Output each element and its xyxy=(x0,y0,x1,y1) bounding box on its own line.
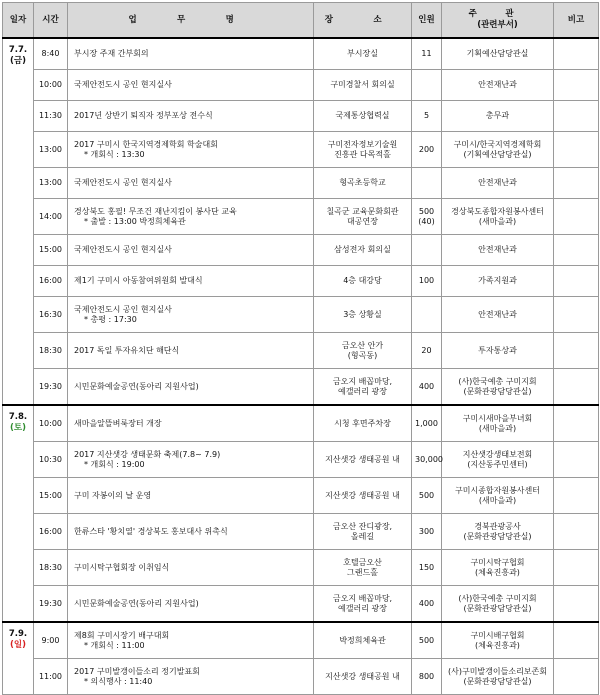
cell-line: 국제통상협력실 xyxy=(335,111,390,120)
cell-line: (문화관광담당관실) xyxy=(463,603,532,613)
cell-line: (새마을과) xyxy=(478,423,517,433)
header-note: 비고 xyxy=(554,3,599,39)
count-cell xyxy=(412,586,442,623)
date-label: 7.9. xyxy=(8,629,28,639)
note-cell xyxy=(554,199,599,235)
header-host-title: 주 관 xyxy=(468,9,527,20)
task-cell xyxy=(68,586,314,623)
place-cell xyxy=(314,199,412,235)
time-cell: 13:00 xyxy=(34,168,68,199)
cell-line: 안전재난과 xyxy=(478,80,517,89)
schedule-row xyxy=(3,442,599,478)
schedule-row xyxy=(3,38,599,70)
time-cell: 8:40 xyxy=(34,38,68,70)
count-cell xyxy=(412,70,442,101)
task-cell xyxy=(68,333,314,369)
time-cell: 10:00 xyxy=(34,70,68,101)
place-cell xyxy=(314,478,412,514)
time-cell: 10:30 xyxy=(34,442,68,478)
cell-line: (기획예산담당관실) xyxy=(463,149,532,159)
cell-line: 금오지 배꼽마당, xyxy=(332,593,393,603)
place-cell xyxy=(314,266,412,297)
host-cell xyxy=(442,235,554,266)
count-cell xyxy=(412,514,442,550)
note-cell xyxy=(554,235,599,266)
cell-line: 안전재난과 xyxy=(478,178,517,187)
task-cell xyxy=(68,405,314,442)
cell-line: 구미경찰서 회의실 xyxy=(330,80,395,89)
task-cell xyxy=(68,369,314,406)
place-cell xyxy=(314,297,412,333)
cell-line: 부시장 주재 간부회의 xyxy=(74,49,149,58)
cell-line: 30,000 xyxy=(415,454,443,464)
cell-line: 구미시/한국지역경제학회 xyxy=(453,139,542,149)
time-cell: 15:00 xyxy=(34,478,68,514)
cell-line: 2017 독일 투자유치단 해단식 xyxy=(74,345,180,355)
place-cell xyxy=(314,333,412,369)
cell-line: 구미시종합자원봉사센터 xyxy=(454,485,540,495)
cell-line: 올레길 xyxy=(350,531,375,541)
place-cell xyxy=(314,514,412,550)
date-cell xyxy=(3,38,34,405)
cell-line: 지산샛강 생태공원 내 xyxy=(325,454,400,464)
cell-line: 구미시새마을부녀회 xyxy=(462,413,533,423)
time-cell: 13:00 xyxy=(34,132,68,168)
cell-line: 대공연장 xyxy=(347,216,378,226)
header-place: 장 소 xyxy=(314,3,412,39)
place-cell xyxy=(314,405,412,442)
cell-line: (새마을과) xyxy=(478,216,517,226)
cell-line: * 개회식 : 19:00 xyxy=(84,459,145,469)
task-cell xyxy=(68,297,314,333)
note-cell xyxy=(554,333,599,369)
schedule-row xyxy=(3,297,599,333)
cell-line: 2017 지산샛강 생태문화 축제(7.8~ 7.9) xyxy=(74,449,221,459)
count-cell xyxy=(412,38,442,70)
time-cell: 19:30 xyxy=(34,369,68,406)
note-cell xyxy=(554,70,599,101)
task-cell xyxy=(68,70,314,101)
header-date: 일자 xyxy=(3,3,34,39)
schedule-row xyxy=(3,333,599,369)
cell-line: 기획예산담당관실 xyxy=(466,49,529,58)
host-cell xyxy=(442,405,554,442)
cell-line: 800 xyxy=(418,671,435,681)
cell-line: 그랜드홀 xyxy=(347,567,378,577)
time-cell: 10:00 xyxy=(34,405,68,442)
cell-line: 경북관광공사 xyxy=(474,521,521,531)
time-cell: 16:30 xyxy=(34,297,68,333)
note-cell xyxy=(554,369,599,406)
cell-line: 경상북도종합자원봉사센터 xyxy=(451,206,544,216)
task-cell xyxy=(68,266,314,297)
cell-line: 경상북도 홍필! 무조건 재난지킴이 봉사단 교육 xyxy=(74,206,237,216)
cell-line: 국제안전도시 공인 현지실사 xyxy=(74,178,172,187)
weekday-label: (금) xyxy=(10,55,26,66)
host-cell xyxy=(442,38,554,70)
cell-line: 150 xyxy=(418,562,435,572)
count-cell xyxy=(412,101,442,132)
schedule-row xyxy=(3,168,599,199)
time-cell: 18:30 xyxy=(34,333,68,369)
cell-line: 5 xyxy=(423,111,430,120)
time-cell: 15:00 xyxy=(34,235,68,266)
host-cell xyxy=(442,132,554,168)
place-cell xyxy=(314,101,412,132)
cell-line: 제8회 구미시장기 배구대회 xyxy=(74,630,170,640)
schedule-body xyxy=(3,38,599,695)
cell-line: (새마을과) xyxy=(478,495,517,505)
note-cell xyxy=(554,622,599,659)
cell-line: 안전재난과 xyxy=(478,245,517,254)
cell-line: 국제안전도시 공인 현지실사 xyxy=(74,80,172,89)
cell-line: * 의식행사 : 11:40 xyxy=(84,676,153,686)
cell-line: 진흥관 다목적홀 xyxy=(334,149,391,159)
task-cell xyxy=(68,101,314,132)
task-cell xyxy=(68,168,314,199)
cell-line: 국제안전도시 공인 현지실사 xyxy=(74,245,172,254)
count-cell xyxy=(412,168,442,199)
cell-line: 지산샛강 생태공원 내 xyxy=(325,490,400,500)
cell-line: (40) xyxy=(418,216,435,226)
cell-line: 200 xyxy=(418,144,435,154)
schedule-sheet xyxy=(2,2,598,695)
cell-line: 제1기 구미시 아동참여위원회 발대식 xyxy=(74,276,203,285)
cell-line: 한류스타 '황치열' 경상북도 홍보대사 위촉식 xyxy=(74,526,228,536)
cell-line: 500 xyxy=(418,490,435,500)
host-cell xyxy=(442,514,554,550)
task-cell xyxy=(68,235,314,266)
host-cell xyxy=(442,369,554,406)
cell-line: 국제안전도시 공인 현지실사 xyxy=(74,304,172,314)
schedule-row xyxy=(3,622,599,659)
cell-line: (체육진흥과) xyxy=(475,567,520,577)
header-row xyxy=(3,3,599,39)
cell-line: (지산동주민센터) xyxy=(467,459,528,469)
schedule-row xyxy=(3,514,599,550)
host-cell xyxy=(442,297,554,333)
cell-line: (사)구미발갱이들소리보존회 xyxy=(448,666,547,676)
cell-line: 100 xyxy=(418,276,435,285)
count-cell xyxy=(412,442,442,478)
count-cell xyxy=(412,622,442,659)
count-cell xyxy=(412,235,442,266)
count-cell xyxy=(412,266,442,297)
cell-line: 400 xyxy=(418,598,435,608)
count-cell xyxy=(412,199,442,235)
note-cell xyxy=(554,514,599,550)
task-cell xyxy=(68,514,314,550)
count-cell xyxy=(412,369,442,406)
cell-line: 2017 구미시 한국지역경제학회 학술대회 xyxy=(74,139,218,149)
schedule-row xyxy=(3,101,599,132)
time-cell: 11:30 xyxy=(34,101,68,132)
cell-line: 지산샛강 생태공원 내 xyxy=(325,671,400,681)
cell-line: 11 xyxy=(421,49,432,58)
host-cell xyxy=(442,333,554,369)
note-cell xyxy=(554,442,599,478)
count-cell xyxy=(412,659,442,695)
cell-line: (사)한국예총 구미지회 xyxy=(458,593,537,603)
cell-line: 구미전자정보기술원 xyxy=(327,139,398,149)
place-cell xyxy=(314,550,412,586)
cell-line: 20 xyxy=(421,345,432,355)
task-cell xyxy=(68,550,314,586)
task-cell xyxy=(68,622,314,659)
schedule-row xyxy=(3,266,599,297)
cell-line: 예갤러리 광장 xyxy=(338,386,387,396)
time-cell: 18:30 xyxy=(34,550,68,586)
cell-line: 총무과 xyxy=(485,111,510,120)
cell-line: * 개회식 : 13:30 xyxy=(84,149,145,159)
host-cell xyxy=(442,550,554,586)
time-cell: 19:30 xyxy=(34,586,68,623)
schedule-row xyxy=(3,405,599,442)
host-cell xyxy=(442,168,554,199)
header-host xyxy=(442,3,554,39)
place-cell xyxy=(314,442,412,478)
schedule-row xyxy=(3,132,599,168)
note-cell xyxy=(554,405,599,442)
task-cell xyxy=(68,199,314,235)
cell-line: 가족지원과 xyxy=(478,276,517,285)
cell-line: 1,000 xyxy=(415,418,438,428)
cell-line: 시민문화예술공연(동아리 지원사업) xyxy=(74,381,199,391)
schedule-row xyxy=(3,550,599,586)
cell-line: 시민문화예술공연(동아리 지원사업) xyxy=(74,598,199,608)
task-cell xyxy=(68,132,314,168)
cell-line: 구미 자봉이의 날 운영 xyxy=(74,490,152,500)
header-host-sub: (관련부서) xyxy=(477,20,518,30)
cell-line: 300 xyxy=(418,526,435,536)
place-cell xyxy=(314,132,412,168)
host-cell xyxy=(442,70,554,101)
task-cell xyxy=(68,659,314,695)
count-cell xyxy=(412,550,442,586)
task-cell xyxy=(68,442,314,478)
host-cell xyxy=(442,199,554,235)
cell-line: (문화관광담당관실) xyxy=(463,531,532,541)
note-cell xyxy=(554,101,599,132)
note-cell xyxy=(554,478,599,514)
date-cell xyxy=(3,622,34,695)
task-cell xyxy=(68,38,314,70)
place-cell xyxy=(314,38,412,70)
place-cell xyxy=(314,168,412,199)
host-cell xyxy=(442,659,554,695)
schedule-table xyxy=(2,2,599,695)
note-cell xyxy=(554,550,599,586)
cell-line: (문화관광담당관실) xyxy=(463,676,532,686)
weekday-label: (일) xyxy=(10,639,26,650)
cell-line: * 총평 : 17:30 xyxy=(84,314,137,324)
date-cell xyxy=(3,405,34,622)
header-task: 업 무 명 xyxy=(68,3,314,39)
cell-line: (문화관광담당관실) xyxy=(463,386,532,396)
host-cell xyxy=(442,442,554,478)
count-cell xyxy=(412,297,442,333)
schedule-row xyxy=(3,70,599,101)
note-cell xyxy=(554,659,599,695)
host-cell xyxy=(442,622,554,659)
cell-line: 안전재난과 xyxy=(478,309,517,319)
cell-line: 호텔금오산 xyxy=(343,557,382,567)
time-cell: 9:00 xyxy=(34,622,68,659)
note-cell xyxy=(554,38,599,70)
time-cell: 14:00 xyxy=(34,199,68,235)
schedule-row xyxy=(3,199,599,235)
cell-line: * 출발 : 13:00 박정희체육관 xyxy=(84,216,186,226)
cell-line: 금오산 안가 xyxy=(341,340,384,350)
cell-line: (체육진흥과) xyxy=(475,640,520,650)
date-label: 7.8. xyxy=(8,412,28,422)
count-cell xyxy=(412,132,442,168)
host-cell xyxy=(442,478,554,514)
host-cell xyxy=(442,586,554,623)
count-cell xyxy=(412,333,442,369)
schedule-row xyxy=(3,369,599,406)
cell-line: 2017년 상반기 퇴직자 정부포상 전수식 xyxy=(74,111,213,120)
cell-line: 새마을알뜰벼룩장터 개장 xyxy=(74,418,162,428)
header-time: 시간 xyxy=(34,3,68,39)
cell-line: 투자통상과 xyxy=(478,345,517,355)
cell-line: 2017 구미발갱이들소리 정기발표회 xyxy=(74,666,200,676)
date-label: 7.7. xyxy=(8,45,28,55)
cell-line: 시청 후면주차장 xyxy=(334,418,391,428)
note-cell xyxy=(554,586,599,623)
cell-line: 금오산 잔디광장, xyxy=(332,521,393,531)
schedule-row xyxy=(3,478,599,514)
cell-line: 구미시배구협회 xyxy=(470,630,525,640)
note-cell xyxy=(554,297,599,333)
cell-line: 구미시탁구협회 xyxy=(470,557,525,567)
cell-line: 박정희체육관 xyxy=(339,635,386,645)
schedule-row xyxy=(3,659,599,695)
count-cell xyxy=(412,478,442,514)
cell-line: 금오지 배꼽마당, xyxy=(332,376,393,386)
cell-line: 500 xyxy=(418,635,435,645)
host-cell xyxy=(442,266,554,297)
cell-line: 구미시탁구협회장 이취임식 xyxy=(74,562,170,572)
cell-line: 삼성전자 회의실 xyxy=(334,245,391,254)
note-cell xyxy=(554,168,599,199)
cell-line: (사)한국예총 구미지회 xyxy=(458,376,537,386)
cell-line: * 개회식 : 11:00 xyxy=(84,640,145,650)
place-cell xyxy=(314,369,412,406)
place-cell xyxy=(314,586,412,623)
place-cell xyxy=(314,622,412,659)
time-cell: 16:00 xyxy=(34,514,68,550)
cell-line: 형곡초등학교 xyxy=(339,178,386,187)
cell-line: 400 xyxy=(418,381,435,391)
cell-line: 부시장실 xyxy=(347,49,378,58)
cell-line: 500 xyxy=(418,206,435,216)
schedule-row xyxy=(3,586,599,623)
host-cell xyxy=(442,101,554,132)
cell-line: 4층 대강당 xyxy=(343,276,382,285)
cell-line: 예갤러리 광장 xyxy=(338,603,387,613)
place-cell xyxy=(314,235,412,266)
schedule-row xyxy=(3,235,599,266)
time-cell: 11:00 xyxy=(34,659,68,695)
note-cell xyxy=(554,266,599,297)
cell-line: 칠곡군 교육문화회관 xyxy=(326,206,399,216)
count-cell xyxy=(412,405,442,442)
place-cell xyxy=(314,659,412,695)
note-cell xyxy=(554,132,599,168)
weekday-label: (토) xyxy=(10,422,26,433)
cell-line: (형곡동) xyxy=(347,350,378,360)
header-count: 인원 xyxy=(412,3,442,39)
cell-line: 3층 상황실 xyxy=(343,309,382,319)
time-cell: 16:00 xyxy=(34,266,68,297)
place-cell xyxy=(314,70,412,101)
cell-line: 지산샛강생태보전회 xyxy=(462,449,533,459)
task-cell xyxy=(68,478,314,514)
